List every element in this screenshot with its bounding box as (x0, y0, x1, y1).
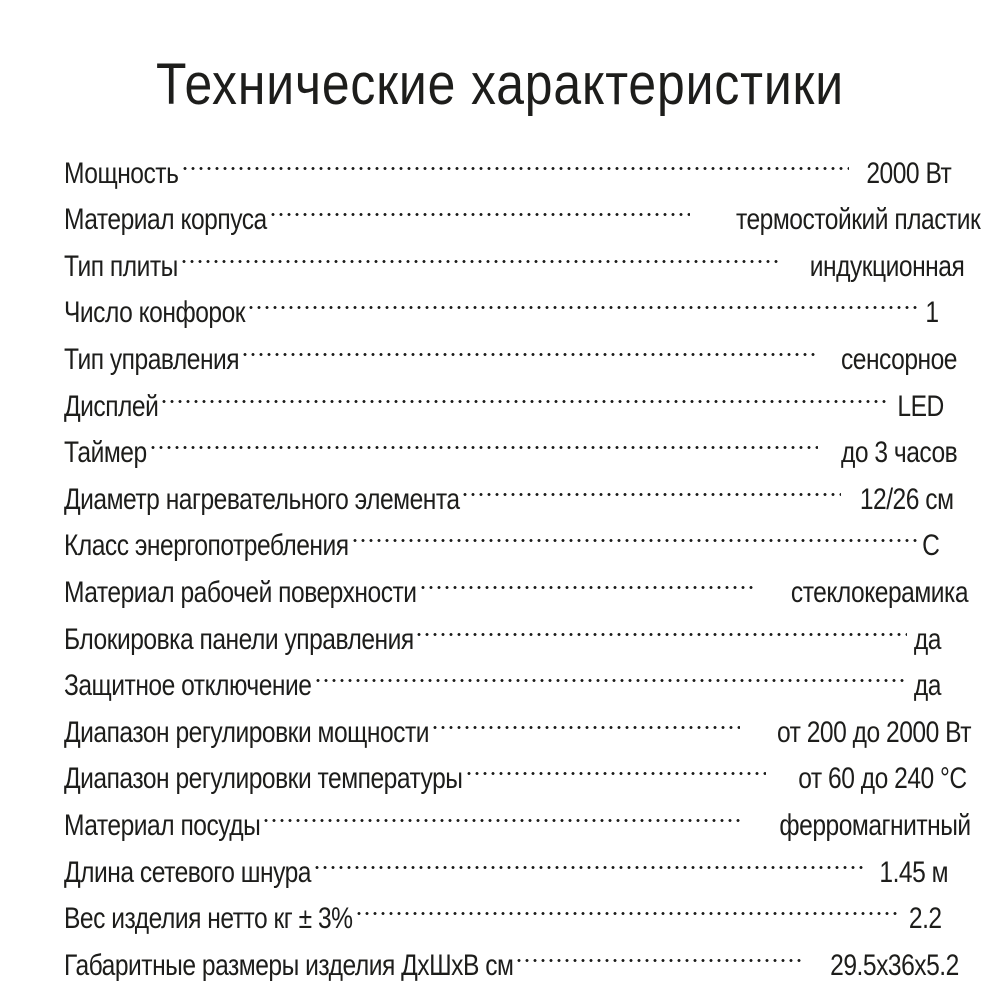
dot-leader (181, 136, 849, 183)
spec-label: Диапазон регулировки мощности (64, 715, 430, 749)
spec-value: да (913, 622, 941, 656)
spec-label: Блокировка панели управления (64, 622, 414, 656)
dot-leader (313, 835, 865, 882)
spec-label: Тип плиты (64, 249, 178, 283)
spec-label: Вес изделия нетто кг ± 3% (64, 902, 353, 936)
spec-label: Материал рабочей поверхности (64, 575, 417, 609)
spec-label: Диаметр нагревательного элемента (64, 482, 460, 516)
spec-value: от 60 до 240 °С (798, 762, 967, 796)
spec-label: Тип управления (64, 342, 240, 376)
page-title: Технические характеристики (156, 52, 844, 117)
spec-list (64, 136, 980, 982)
spec-value: 29.5х36х5.2 (830, 948, 960, 982)
spec-value: до 3 часов (840, 436, 957, 470)
spec-row (64, 276, 939, 330)
spec-value: С (921, 529, 940, 563)
spec-value: 12/26 см (859, 482, 954, 516)
spec-label: Класс энергопотребления (64, 529, 349, 563)
spec-value: сенсорное (840, 342, 957, 376)
dot-leader (419, 555, 757, 602)
dot-leader (247, 276, 921, 323)
dot-leader (515, 928, 805, 975)
spec-label: Число конфорок (64, 296, 246, 330)
dot-leader (355, 882, 902, 929)
dot-leader (149, 416, 818, 463)
spec-value: 1 (925, 296, 939, 330)
dot-leader (241, 322, 817, 369)
spec-label: Габаритные размеры изделия ДхШхВ см (64, 948, 514, 982)
spec-row (64, 136, 952, 190)
spec-value: индукционная (809, 249, 965, 283)
spec-label: Защитное отключение (64, 669, 312, 703)
dot-leader (180, 229, 780, 276)
spec-value: LED (897, 389, 945, 423)
spec-value: от 200 до 2000 Вт (776, 715, 971, 749)
dot-leader (351, 509, 917, 556)
spec-row (64, 416, 957, 470)
spec-value: 1.45 м (879, 855, 949, 889)
dot-leader (465, 742, 766, 789)
dot-leader (461, 462, 840, 509)
spec-label: Материал корпуса (64, 203, 267, 237)
spec-value: стеклокерамика (790, 575, 968, 609)
dot-leader (415, 602, 907, 649)
dot-leader (160, 369, 887, 416)
dot-leader (431, 695, 740, 742)
spec-value: термостойкий пластик (735, 203, 980, 237)
spec-value: 2.2 (909, 902, 942, 936)
spec-value: 2000 Вт (866, 156, 952, 190)
spec-row (64, 369, 945, 423)
spec-label: Диапазон регулировки температуры (64, 762, 463, 796)
spec-value: да (913, 669, 941, 703)
spec-label: Мощность (64, 156, 179, 190)
spec-value: ферромагнитный (779, 808, 971, 842)
spec-label: Длина сетевого шнура (64, 855, 311, 889)
spec-label: Таймер (64, 436, 147, 470)
dot-leader (269, 183, 690, 230)
spec-label: Дисплей (64, 389, 159, 423)
dot-leader (314, 649, 907, 696)
spec-label: Материал посуды (64, 808, 261, 842)
spec-row (64, 462, 954, 516)
spec-row (64, 183, 980, 237)
dot-leader (262, 788, 743, 835)
